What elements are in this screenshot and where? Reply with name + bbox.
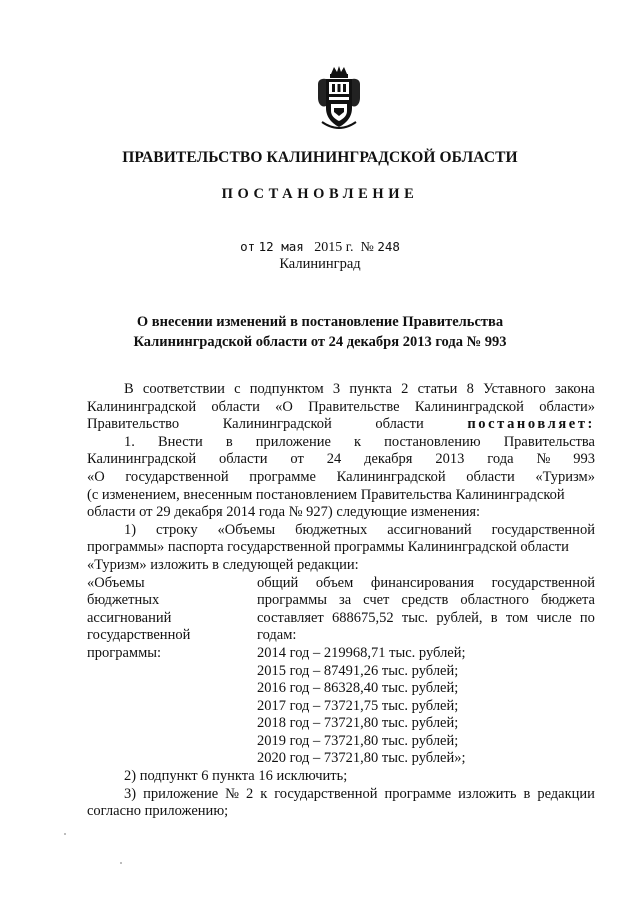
word: строку <box>156 521 198 538</box>
word: государственной <box>491 521 595 538</box>
word: к <box>260 785 268 802</box>
budget-year-item: 2018 год – 73721,80 тыс. рублей; <box>257 715 459 732</box>
scan-mark <box>120 862 122 864</box>
word: с <box>234 381 241 397</box>
word: средств <box>401 592 449 609</box>
word: объем <box>315 574 354 591</box>
word: приложение <box>143 785 219 802</box>
text-line <box>257 610 595 628</box>
intro-paragraph <box>87 381 595 434</box>
item-3-continuation: согласно приложению; <box>87 803 229 820</box>
word: областного <box>460 592 529 609</box>
word: 993 <box>573 451 595 468</box>
text-line <box>87 504 595 522</box>
word: соответствии <box>142 381 225 397</box>
word: области <box>466 468 515 485</box>
text-line <box>87 416 595 434</box>
word: Калининградской <box>414 398 524 415</box>
budget-table-label: бюджетных <box>87 592 160 609</box>
text-line <box>87 469 595 487</box>
text-line <box>87 557 595 575</box>
word: 3 <box>332 381 341 397</box>
word: «Туризм» <box>535 468 595 485</box>
word: 8 <box>466 381 474 397</box>
budget-years-list <box>257 645 595 768</box>
subject-line: Калининградской области от 24 декабря 2013 года № 993 <box>133 334 507 350</box>
word: от <box>290 451 304 468</box>
word: Калининградской <box>87 451 197 468</box>
word: Калининградской <box>336 468 446 485</box>
word: «О <box>275 398 293 415</box>
word: в <box>490 609 498 626</box>
budget-table <box>87 575 595 769</box>
word: 3) <box>124 785 137 802</box>
date-day-month: 12 мая <box>258 239 304 254</box>
word: Калининградской <box>87 398 197 415</box>
word: «О <box>87 468 105 485</box>
item-1-1-paragraph <box>87 522 595 575</box>
word: области от 29 декабря 2014 года № 927) следующие изменения: <box>87 504 481 521</box>
text-line <box>87 487 595 505</box>
number-sign: № <box>360 240 374 255</box>
word: государственной <box>125 468 229 485</box>
word: рублей, <box>436 609 483 626</box>
word: (с изменением, внесенным постановлением Правительства Калининградской <box>87 486 565 503</box>
subject-line: О внесении изменений в постановление Правительства <box>136 314 504 330</box>
word: государственной <box>274 785 378 802</box>
text-line <box>87 522 595 540</box>
word: статьи <box>417 381 458 397</box>
word: государственной <box>491 574 595 591</box>
word: программе <box>249 468 316 485</box>
word: Внести <box>157 433 203 450</box>
word: пункта <box>349 381 392 397</box>
text-line <box>87 399 595 417</box>
word: № <box>225 785 239 802</box>
budget-table-label: государственной <box>87 627 191 644</box>
word: области <box>211 398 260 415</box>
word: в <box>225 433 233 450</box>
word: области» <box>539 398 595 415</box>
word: Правительство <box>87 416 180 433</box>
text-line <box>257 592 595 610</box>
budget-table-text <box>257 575 595 645</box>
word: Правительства <box>503 433 595 450</box>
word: подпунктом <box>249 381 324 397</box>
budget-year-item: 2016 год – 86328,40 тыс. рублей; <box>257 680 459 697</box>
word: Калининградской <box>222 416 332 433</box>
budget-year-item: 2020 год – 73721,80 тыс. рублей»; <box>257 750 466 767</box>
word: области <box>219 451 268 468</box>
date-prefix: от <box>240 239 256 254</box>
document-body <box>87 381 595 821</box>
document-type: ПОСТАНОВЛЕНИЕ <box>221 186 419 202</box>
word: редакции <box>537 785 595 802</box>
budget-table-left-column <box>87 575 257 769</box>
word: по <box>579 609 595 626</box>
word: Правительстве <box>308 398 400 415</box>
word: «Объемы <box>217 521 276 538</box>
item-1-paragraph <box>87 434 595 522</box>
word: 2013 <box>435 451 465 468</box>
word: к <box>354 433 362 450</box>
word: постановляет: <box>467 416 595 433</box>
word: области <box>375 416 424 433</box>
word: бюджета <box>540 592 595 609</box>
text-line <box>87 539 595 557</box>
word: тыс. <box>401 609 429 626</box>
item-3-paragraph <box>87 786 595 804</box>
word: за <box>339 592 352 609</box>
word: постановлению <box>384 433 481 450</box>
word: числе <box>536 609 572 626</box>
budget-year-item: 2015 год – 87491,26 тыс. рублей; <box>257 662 459 679</box>
word: программе <box>384 785 452 802</box>
scan-mark <box>64 833 66 835</box>
word: Уставного <box>483 381 546 397</box>
word: годам: <box>257 627 297 644</box>
word: общий <box>257 574 299 591</box>
subject-heading <box>0 312 640 352</box>
word: 688675,52 <box>332 609 394 626</box>
coat-of-arms-emblem <box>314 64 364 134</box>
government-title: ПРАВИТЕЛЬСТВО КАЛИНИНГРАДСКОЙ ОБЛАСТИ <box>122 149 518 166</box>
city: Калининград <box>279 256 361 272</box>
budget-year-item: 2019 год – 73721,80 тыс. рублей; <box>257 732 459 749</box>
word: в <box>523 785 531 802</box>
budget-table-label: «Объемы <box>87 574 145 591</box>
text-line <box>87 434 595 452</box>
word: декабря <box>364 451 413 468</box>
word: составляет <box>257 609 324 626</box>
word: № <box>536 451 551 468</box>
word: программы» паспорта государственной программы Калининградской области <box>87 539 569 556</box>
text-line <box>257 627 595 645</box>
word: 2 <box>401 381 409 397</box>
item-2: 2) подпункт 6 пункта 16 исключить; <box>124 768 348 785</box>
text-line <box>257 575 595 593</box>
budget-table-label: программы: <box>87 644 162 661</box>
word: финансирования <box>370 574 475 591</box>
word: года <box>487 451 514 468</box>
word: «Туризм» изложить в следующей редакции: <box>87 556 359 573</box>
date-line <box>0 239 640 256</box>
word: 2 <box>245 785 254 802</box>
text-line <box>87 451 595 469</box>
date-year: 2015 г. <box>314 240 354 255</box>
budget-table-right-column <box>257 575 595 769</box>
word: счет <box>363 592 390 609</box>
budget-year-item: 2017 год – 73721,75 тыс. рублей; <box>257 697 459 714</box>
word: том <box>505 609 529 626</box>
word: программы <box>257 592 327 609</box>
word: 1. <box>124 433 135 450</box>
text-line <box>87 786 595 804</box>
document-number: 248 <box>377 239 400 254</box>
word: закона <box>554 381 595 397</box>
word: 24 <box>326 451 342 468</box>
text-line <box>87 381 595 399</box>
word: ассигнований <box>387 521 472 538</box>
budget-table-label: ассигнований <box>87 609 172 626</box>
budget-year-item: 2014 год – 219968,71 тыс. рублей; <box>257 644 466 661</box>
word: приложение <box>255 433 331 450</box>
word: изложить <box>458 785 517 802</box>
word: бюджетных <box>295 521 368 538</box>
word: 1) <box>124 521 137 538</box>
word: В <box>124 381 134 397</box>
